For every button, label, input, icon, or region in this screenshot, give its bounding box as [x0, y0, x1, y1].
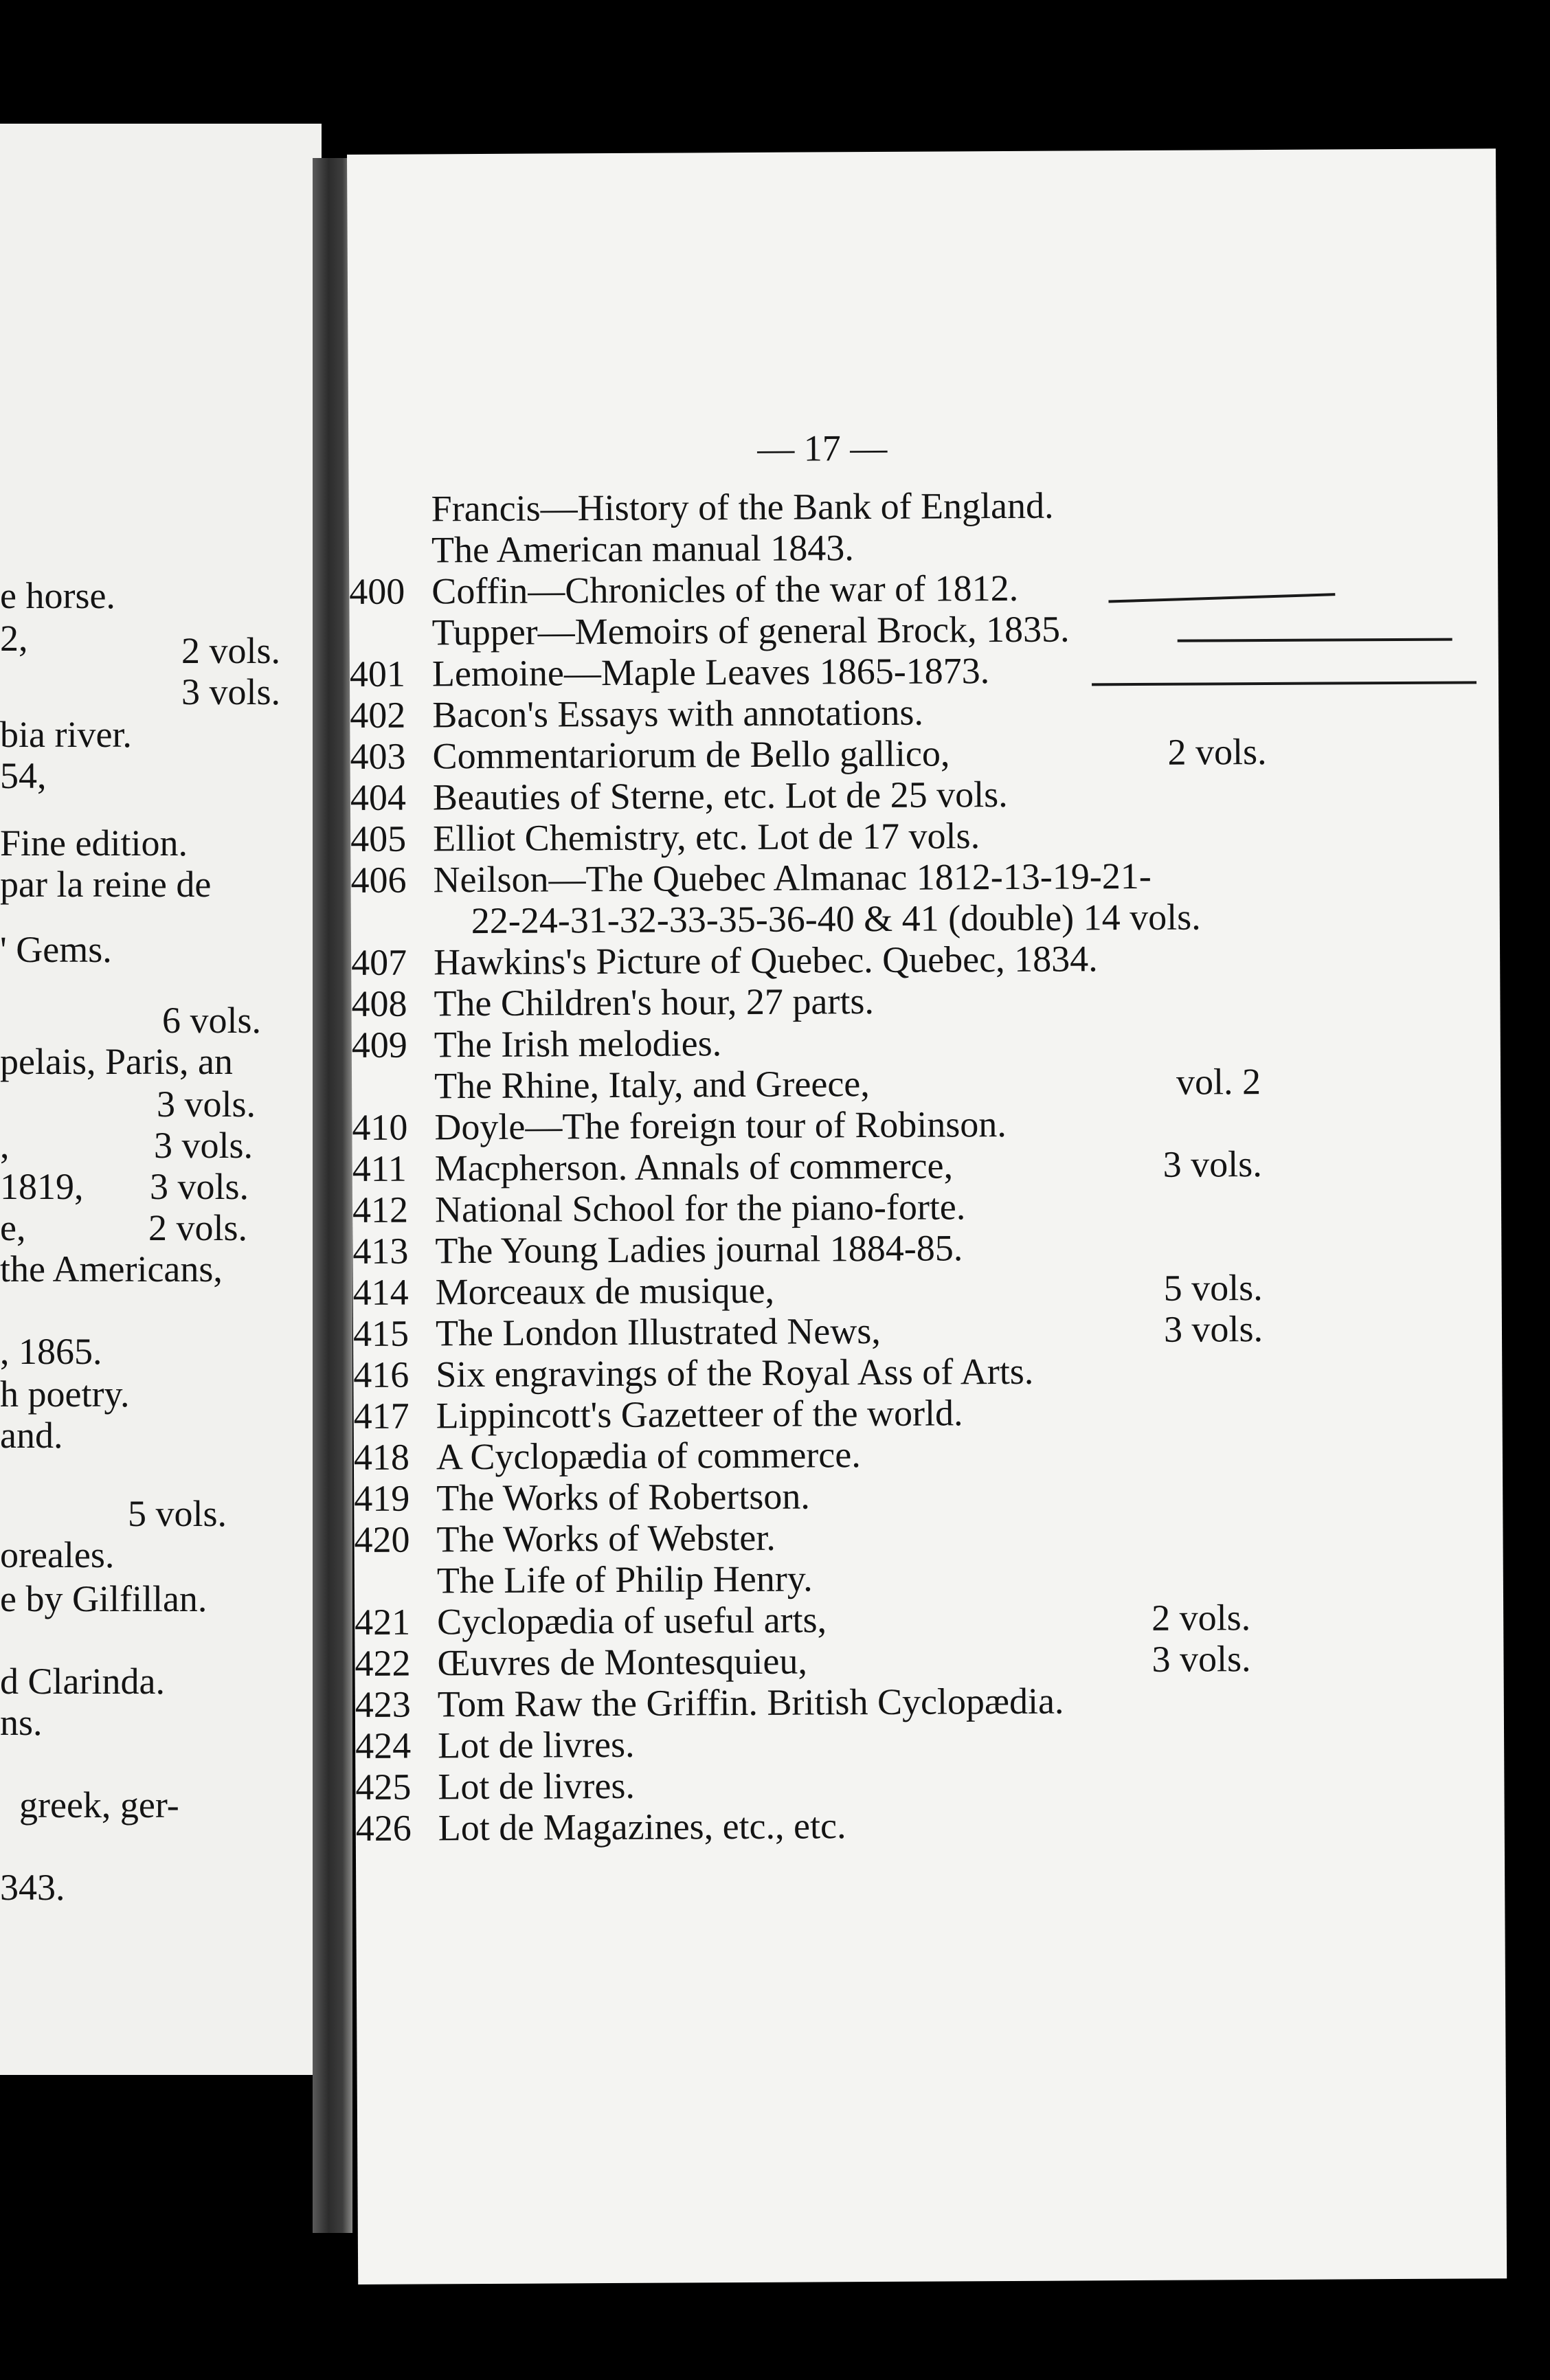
lot-title: 22-24-31-32-33-35-36-40 & 41 (double) 14 vols. [471, 896, 1201, 942]
left-text-line: Fine edition. [0, 822, 188, 864]
lot-title: Coffin—Chronicles of the war of 1812. [431, 567, 1019, 612]
left-vol-count: 2 vols. [181, 630, 281, 671]
lot-title: Lot de livres. [438, 1764, 636, 1808]
lot-title: Bacon's Essays with annotations. [432, 691, 924, 736]
lot-title: Tom Raw the Griffin. British Cyclopædia. [437, 1680, 1064, 1725]
lot-number: 419 [354, 1477, 410, 1519]
lot-title: Beauties of Sterne, etc. Lot de 25 vols. [432, 773, 1008, 818]
lot-title: Neilson—The Quebec Almanac 1812-13-19-21- [433, 855, 1152, 901]
volume-count: 3 vols. [1162, 1143, 1262, 1185]
lot-number: 413 [352, 1230, 409, 1272]
lot-number: 421 [355, 1601, 411, 1643]
lot-title: Morceaux de musique, [435, 1269, 775, 1313]
volume-count: vol. 2 [1176, 1061, 1261, 1103]
lot-title: The Irish melodies. [434, 1022, 722, 1066]
lot-title: Lemoine—Maple Leaves 1865-1873. [431, 650, 990, 695]
left-text-line: pelais, Paris, an [0, 1041, 233, 1082]
lot-title: The Young Ladies journal 1884-85. [435, 1227, 963, 1272]
lot-title: Tupper—Memoirs of general Brock, 1835. [431, 608, 1070, 653]
left-text-line: 54, [0, 755, 47, 796]
left-text-line: oreales. [0, 1534, 115, 1575]
left-vol-count: 3 vols. [150, 1166, 249, 1207]
book-gutter [313, 158, 352, 2233]
right-page [347, 148, 1507, 2284]
lot-number: 420 [354, 1518, 410, 1560]
lot-number: 425 [355, 1766, 412, 1808]
lot-number: 407 [351, 941, 407, 983]
left-text-line: par la reine de [0, 864, 212, 905]
left-vol-count: 3 vols. [181, 671, 281, 712]
left-vol-count: 3 vols. [154, 1125, 254, 1166]
lot-title: National School for the piano-forte. [434, 1186, 966, 1231]
lot-number: 415 [352, 1312, 409, 1354]
left-text-line: bia river. [0, 714, 132, 755]
left-text-line: e horse. [0, 575, 115, 616]
lot-title: The Rhine, Italy, and Greece, [434, 1063, 870, 1107]
lot-title: Elliot Chemistry, etc. Lot de 17 vols. [433, 815, 980, 860]
lot-number: 426 [355, 1807, 412, 1849]
left-facing-page [0, 124, 322, 2075]
left-vol-count: 3 vols. [157, 1084, 256, 1125]
lot-number: 403 [350, 735, 406, 777]
left-text-line: e by Gilfillan. [0, 1578, 207, 1619]
lot-title: Macpherson. Annals of commerce, [434, 1145, 954, 1189]
lot-number: 417 [353, 1395, 409, 1437]
lot-number: 400 [349, 570, 405, 612]
volume-count: 2 vols. [1167, 731, 1267, 773]
left-text-line: 343. [0, 1867, 65, 1908]
lot-number: 418 [353, 1436, 410, 1478]
left-text-line: d Clarinda. [0, 1661, 165, 1702]
lot-number: 405 [350, 818, 407, 860]
volume-count: 5 vols. [1163, 1267, 1263, 1309]
lot-number: 423 [355, 1683, 411, 1725]
lot-number: 406 [350, 859, 407, 901]
left-vol-count: 6 vols. [162, 1000, 262, 1041]
left-text-line: and. [0, 1415, 63, 1456]
lot-title: Commentariorum de Bello gallico, [432, 732, 950, 777]
ink-underline [1178, 638, 1452, 642]
lot-title: Lot de Magazines, etc., etc. [438, 1805, 846, 1849]
lot-title: The Works of Robertson. [436, 1475, 810, 1519]
lot-number: 414 [352, 1271, 409, 1313]
lot-number: 409 [351, 1024, 407, 1066]
lot-number: 408 [351, 983, 407, 1024]
lot-title: Hawkins's Picture of Quebec. Quebec, 1834. [433, 938, 1098, 983]
lot-title: Six engravings of the Royal Ass of Arts. [436, 1350, 1034, 1395]
left-text-line: ns. [0, 1702, 43, 1743]
lot-title: The Works of Webster. [436, 1516, 776, 1560]
lot-number: 424 [355, 1725, 412, 1766]
left-vol-count: 2 vols. [148, 1207, 248, 1248]
lot-number: 402 [350, 694, 406, 736]
lot-number: 411 [352, 1147, 407, 1189]
left-text-line: , 1865. [0, 1331, 102, 1372]
lot-number: 422 [355, 1642, 411, 1684]
ink-underline [1092, 681, 1476, 686]
lot-number: 412 [352, 1189, 409, 1231]
lot-title: The Children's hour, 27 parts. [434, 980, 875, 1024]
volume-count: 3 vols. [1152, 1638, 1251, 1680]
lot-title: The London Illustrated News, [435, 1310, 881, 1354]
volume-count: 3 vols. [1163, 1308, 1263, 1350]
volume-count: 2 vols. [1152, 1597, 1251, 1639]
lot-title: Œuvres de Montesquieu, [437, 1640, 808, 1684]
left-text-line: h poetry. [0, 1373, 130, 1415]
lot-number: 410 [352, 1106, 408, 1148]
lot-title: Lippincott's Gazetteer of the world. [436, 1392, 963, 1437]
left-text-line: 2, [0, 618, 28, 659]
left-text-line: , [0, 1125, 10, 1166]
lot-number: 404 [350, 776, 407, 818]
lot-number: 401 [349, 653, 406, 695]
lot-title: Lot de livres. [437, 1723, 635, 1766]
page-number: — 17 — [757, 427, 888, 469]
lot-title: Doyle—The foreign tour of Robinson. [434, 1103, 1007, 1148]
left-text-line: greek, ger- [19, 1784, 179, 1826]
left-text-line: e, [0, 1207, 26, 1248]
left-text-line: ' Gems. [0, 929, 112, 970]
lot-title: Cyclopædia of useful arts, [437, 1599, 827, 1643]
left-text-line: 1819, [0, 1166, 84, 1207]
lot-title: The American manual 1843. [431, 527, 854, 571]
lot-number: 416 [353, 1354, 409, 1395]
left-vol-count: 5 vols. [128, 1493, 227, 1534]
lot-title: Francis—History of the Bank of England. [431, 484, 1054, 530]
lot-title: A Cyclopædia of commerce. [436, 1434, 861, 1478]
left-text-line: the Americans, [0, 1248, 223, 1290]
ink-underline [1108, 593, 1335, 603]
lot-title: The Life of Philip Henry. [436, 1558, 813, 1602]
